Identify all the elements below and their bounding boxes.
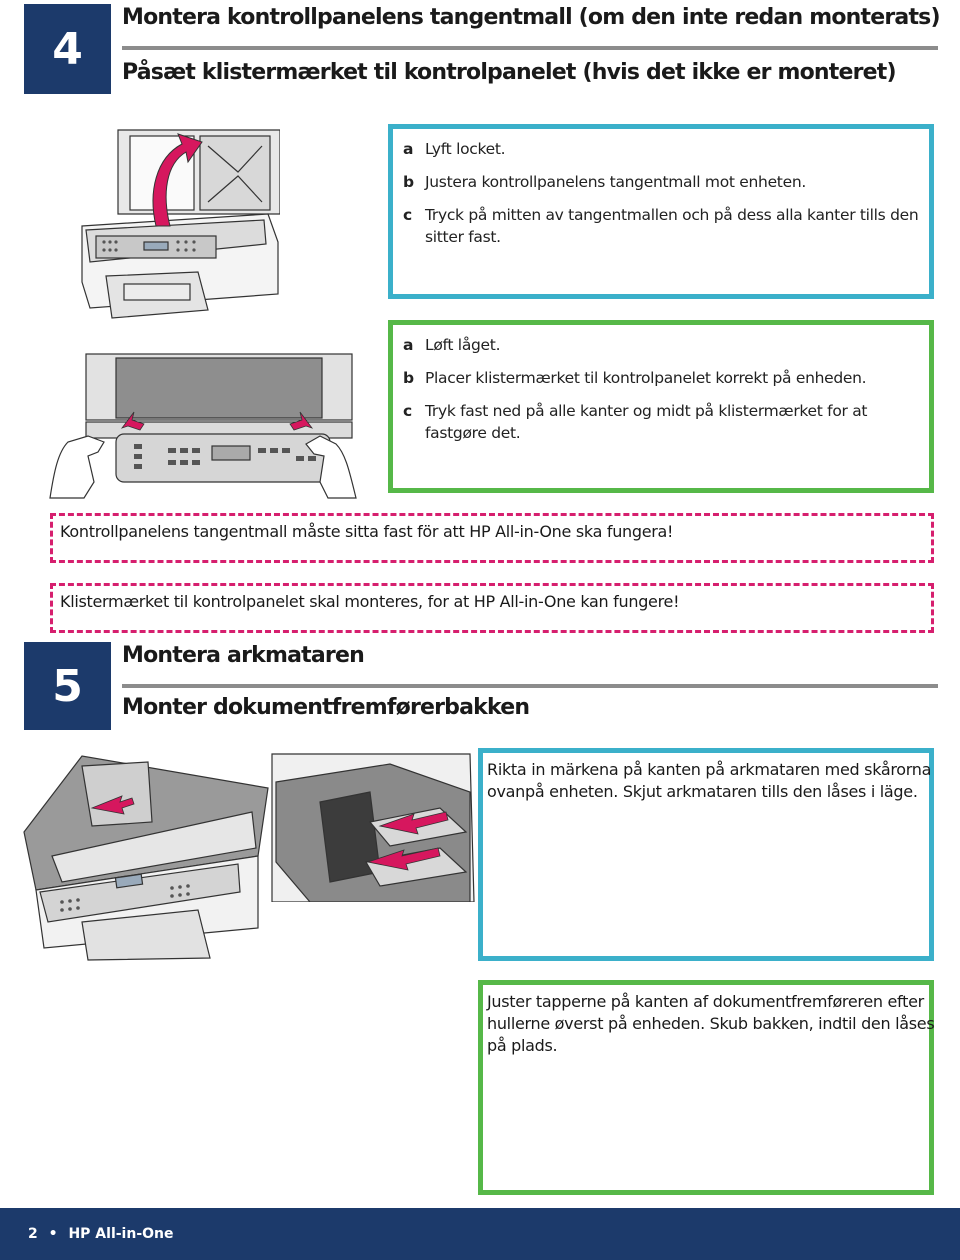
feeder-text-sv-line2: ovanpå enheten. Skjut arkmataren tills den låses i läge. bbox=[487, 782, 918, 801]
instruction-key: b bbox=[403, 369, 414, 387]
instructions-box-da bbox=[388, 320, 934, 493]
left-hand bbox=[50, 436, 104, 498]
instruction-key: a bbox=[403, 336, 414, 354]
step-5-title-sv: Montera arkmataren bbox=[122, 643, 364, 668]
printer-feeder-illustration bbox=[22, 752, 270, 962]
instruction-key: c bbox=[403, 402, 412, 420]
instruction-text: Lyft locket. bbox=[425, 140, 506, 158]
footer-product: HP All-in-One bbox=[68, 1226, 174, 1242]
instruction-text: Placer klistermærket til kontrolpanelet korrekt på enheden. bbox=[425, 369, 867, 387]
instruction-text: Tryk fast ned på alle kanter og midt på klistermærket for at bbox=[425, 402, 868, 420]
step-4-divider bbox=[122, 46, 938, 50]
feeder-text-da-line2: hullerne øverst på enheden. Skub bakken, indtil den låses bbox=[487, 1014, 935, 1033]
step-5-title-da: Monter dokumentfremførerbakken bbox=[122, 695, 530, 720]
instruction-key: c bbox=[403, 206, 412, 224]
feeder-text-da-line3: på plads. bbox=[487, 1036, 558, 1055]
instruction-text-cont: fastgøre det. bbox=[425, 424, 521, 442]
instruction-b-sv bbox=[403, 171, 923, 193]
instructions-box-sv bbox=[388, 124, 934, 299]
page-footer bbox=[0, 1208, 960, 1260]
footer-bullet: • bbox=[48, 1226, 58, 1242]
instruction-text: Tryck på mitten av tangentmallen och på dess alla kanter tills den bbox=[425, 206, 919, 224]
step-4-badge bbox=[24, 4, 111, 94]
instruction-c-sv bbox=[403, 204, 923, 248]
instruction-text: Justera kontrollpanelens tangentmall mot enheten. bbox=[425, 173, 806, 191]
feeder-instructions-box-da bbox=[478, 980, 934, 1195]
instruction-b-da bbox=[403, 367, 923, 389]
instruction-a-da bbox=[403, 334, 923, 356]
step-5-divider bbox=[122, 684, 938, 688]
instruction-text-cont: sitter fast. bbox=[425, 228, 501, 246]
instruction-key: b bbox=[403, 173, 414, 191]
footer-label bbox=[28, 1226, 174, 1242]
instruction-key: a bbox=[403, 140, 414, 158]
step-4-number: 4 bbox=[52, 23, 83, 75]
warning-text-da: Klistermærket til kontrolpanelet skal monteres, for at HP All-in-One kan fungere! bbox=[60, 592, 680, 611]
overlay-press-illustration bbox=[44, 352, 358, 502]
feeder-text-da-line1: Juster tapperne på kanten af dokumentfremføreren efter bbox=[487, 992, 924, 1011]
warning-text-sv: Kontrollpanelens tangentmall måste sitta fast för att HP All-in-One ska fungera! bbox=[60, 522, 674, 541]
printer-lid-lift-illustration bbox=[78, 122, 280, 328]
instruction-c-da bbox=[403, 400, 923, 444]
step-4-title-sv: Montera kontrollpanelens tangentmall (om den inte redan monterats) bbox=[122, 5, 940, 30]
step-4-title-da: Påsæt klistermærket til kontrolpanelet (hvis det ikke er monteret) bbox=[122, 60, 896, 85]
feeder-tabs-closeup-illustration bbox=[270, 752, 478, 902]
step-5-badge bbox=[24, 642, 111, 730]
feeder-text-sv-line1: Rikta in märkena på kanten på arkmataren med skårorna bbox=[487, 760, 932, 779]
instruction-a-sv bbox=[403, 138, 923, 160]
instruction-text: Løft låget. bbox=[425, 336, 501, 354]
feeder-instructions-box-sv bbox=[478, 748, 934, 961]
page-number: 2 bbox=[28, 1226, 38, 1242]
step-5-number: 5 bbox=[52, 660, 83, 712]
